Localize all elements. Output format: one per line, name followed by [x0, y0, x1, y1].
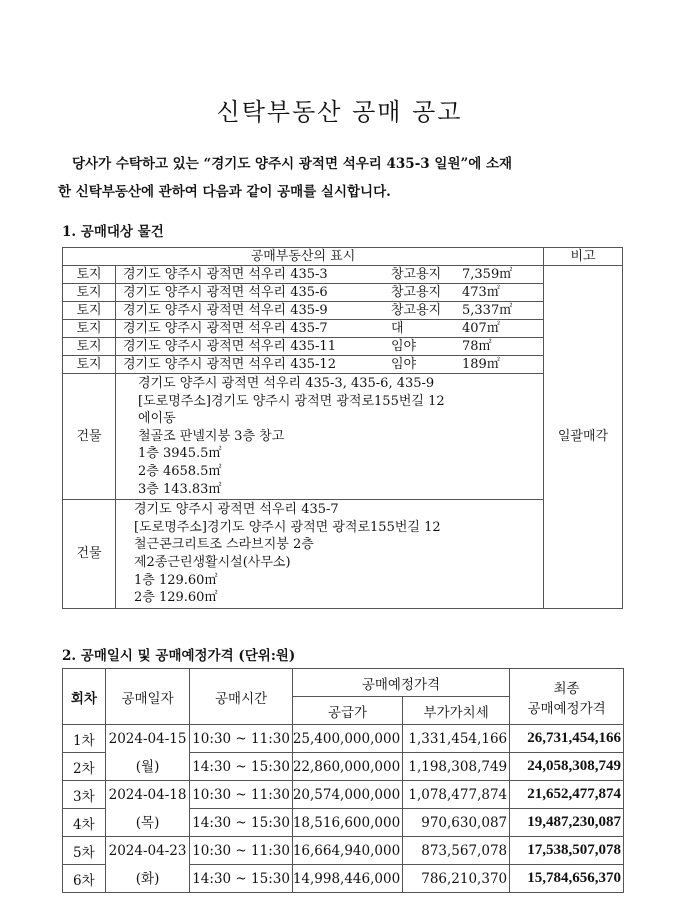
- supply-price: 20,574,000,000: [292, 781, 402, 809]
- auction-time: 10:30 ~ 11:30: [190, 781, 292, 809]
- final-price: 15,784,656,370: [510, 865, 624, 893]
- supply-price: 18,516,600,000: [292, 809, 402, 837]
- auction-time: 10:30 ~ 11:30: [190, 837, 292, 865]
- schedule-row: [63, 725, 624, 753]
- land-detail: [116, 338, 544, 356]
- note-bulk-sale: 일괄매각: [544, 266, 623, 609]
- building-line: 철근콘크리트조 스라브지붕 2층: [134, 537, 314, 553]
- land-use: 창고용지: [391, 285, 442, 300]
- land-line: [116, 302, 543, 319]
- land-area: 78㎡: [462, 339, 492, 354]
- building-line: 제2종근린생활시설(사무소): [134, 554, 291, 570]
- date-value: 2024-04-15: [108, 730, 187, 747]
- intro-paragraph: [58, 150, 638, 206]
- land-line: [116, 266, 543, 283]
- land-use: 대: [391, 321, 404, 336]
- building-line: [도로명주소]경기도 양주시 광적면 광적로155번길 12: [134, 519, 441, 535]
- land-detail: [116, 284, 544, 302]
- land-detail: [116, 266, 544, 284]
- land-row: [63, 266, 623, 284]
- intro-line: 한 신탁부동산에 관하여 다음과 같이 공매를 실시합니다.: [58, 184, 391, 200]
- header-final-line: 최종: [553, 680, 580, 697]
- building-line: 2층 129.60㎡: [134, 590, 218, 606]
- land-use: 창고용지: [391, 303, 442, 318]
- building-row: [63, 374, 623, 500]
- land-line: [116, 338, 543, 355]
- vat: 786,210,370: [403, 865, 510, 893]
- day-value: (월): [135, 758, 160, 775]
- land-type: 토지: [63, 284, 116, 302]
- auction-date: [105, 837, 190, 893]
- round: 2차: [63, 753, 106, 781]
- header-final: [510, 669, 624, 725]
- vat: 1,198,308,749: [403, 753, 510, 781]
- land-row: [63, 284, 623, 302]
- land-area: 407㎡: [462, 321, 500, 336]
- land-line: [116, 320, 543, 337]
- header-date: 공매일자: [105, 669, 190, 725]
- final-price: 21,652,477,874: [510, 781, 624, 809]
- land-row: [63, 302, 623, 320]
- vat: 970,630,087: [403, 809, 510, 837]
- land-detail: [116, 302, 544, 320]
- land-area: 7,359㎡: [462, 267, 513, 282]
- land-type: 토지: [63, 356, 116, 374]
- supply-price: 22,860,000,000: [292, 753, 402, 781]
- supply-price: 14,998,446,000: [292, 865, 402, 893]
- final-price: 26,731,454,166: [510, 725, 624, 753]
- header-note: 비고: [544, 248, 623, 266]
- land-line: [116, 284, 543, 301]
- auction-time: 14:30 ~ 15:30: [190, 809, 292, 837]
- land-address: 경기도 양주시 광적면 석우리 435-6: [123, 285, 328, 300]
- land-row: [63, 356, 623, 374]
- building-line: 경기도 양주시 광적면 석우리 435-7: [134, 502, 339, 518]
- schedule-row: [63, 837, 624, 865]
- vat: 873,567,078: [403, 837, 510, 865]
- round: 4차: [63, 809, 106, 837]
- final-price: 24,058,308,749: [510, 753, 624, 781]
- land-address: 경기도 양주시 광적면 석우리 435-12: [123, 357, 336, 372]
- land-type: 토지: [63, 338, 116, 356]
- header-display: 공매부동산의 표시: [63, 248, 544, 266]
- building-line: 에이동: [138, 411, 176, 427]
- land-detail: [116, 320, 544, 338]
- land-type: 토지: [63, 320, 116, 338]
- supply-price: 25,400,000,000: [292, 725, 402, 753]
- header-supply: 공급가: [292, 697, 402, 725]
- header-round: 회차: [63, 669, 106, 725]
- round: 3차: [63, 781, 106, 809]
- round: 1차: [63, 725, 106, 753]
- schedule-table: [62, 668, 624, 893]
- auction-time: 10:30 ~ 11:30: [190, 725, 292, 753]
- building-line: 경기도 양주시 광적면 석우리 435-3, 435-6, 435-9: [138, 376, 435, 391]
- building-line: [도로명주소]경기도 양주시 광적면 광적로155번길 12: [138, 393, 445, 409]
- supply-price: 16,664,940,000: [292, 837, 402, 865]
- vat: 1,078,477,874: [403, 781, 510, 809]
- land-area: 473㎡: [462, 285, 500, 300]
- building-type: 건물: [63, 500, 116, 609]
- round: 6차: [63, 865, 106, 893]
- land-use: 임야: [391, 357, 417, 372]
- building-type: 건물: [63, 374, 116, 500]
- auction-time: 14:30 ~ 15:30: [190, 753, 292, 781]
- land-row: [63, 338, 623, 356]
- building-detail: [116, 500, 544, 609]
- land-detail: [116, 356, 544, 374]
- auction-date: [105, 725, 190, 781]
- land-use: 창고용지: [391, 267, 442, 282]
- header-time: 공매시간: [190, 669, 292, 725]
- property-table: [62, 247, 623, 609]
- schedule-row: [63, 781, 624, 809]
- land-address: 경기도 양주시 광적면 석우리 435-11: [123, 339, 336, 354]
- land-type: 토지: [63, 302, 116, 320]
- final-price: 17,538,507,078: [510, 837, 624, 865]
- building-line: 2층 4658.5㎡: [138, 463, 222, 479]
- building-line: 철골조 판넬지붕 3층 창고: [138, 428, 285, 444]
- page-title: 신탁부동산 공매 공고: [216, 98, 463, 126]
- building-detail: [116, 374, 544, 500]
- land-row: [63, 320, 623, 338]
- building-row: [63, 500, 623, 609]
- vat: 1,331,454,166: [403, 725, 510, 753]
- date-value: 2024-04-23: [108, 842, 187, 859]
- auction-time: 14:30 ~ 15:30: [190, 865, 292, 893]
- land-type: 토지: [63, 266, 116, 284]
- day-value: (목): [135, 814, 160, 831]
- land-area: 189㎡: [462, 357, 500, 372]
- round: 5차: [63, 837, 106, 865]
- building-line: 3층 143.83㎡: [138, 481, 222, 497]
- land-address: 경기도 양주시 광적면 석우리 435-7: [123, 321, 328, 336]
- section1-heading: 1. 공매대상 물건: [62, 224, 164, 240]
- header-price: 공매예정가격: [292, 669, 509, 697]
- land-address: 경기도 양주시 광적면 석우리 435-3: [123, 267, 328, 282]
- land-use: 임야: [391, 339, 417, 354]
- auction-date: [105, 781, 190, 837]
- land-area: 5,337㎡: [462, 303, 513, 318]
- land-address: 경기도 양주시 광적면 석우리 435-9: [123, 303, 328, 318]
- building-line: 1층 129.60㎡: [134, 572, 218, 588]
- header-final-line: 공매예정가격: [527, 700, 606, 717]
- header-vat: 부가가치세: [403, 697, 510, 725]
- intro-line: 당사가 수탁하고 있는 “경기도 양주시 광적면 석우리 435-3 일원”에 소재: [72, 156, 513, 172]
- final-price: 19,487,230,087: [510, 809, 624, 837]
- land-line: [116, 356, 543, 373]
- building-line: 1층 3945.5㎡: [138, 446, 222, 462]
- day-value: (화): [135, 870, 160, 887]
- section2-heading: 2. 공매일시 및 공매예정가격 (단위:원): [62, 648, 296, 664]
- date-value: 2024-04-18: [108, 786, 187, 803]
